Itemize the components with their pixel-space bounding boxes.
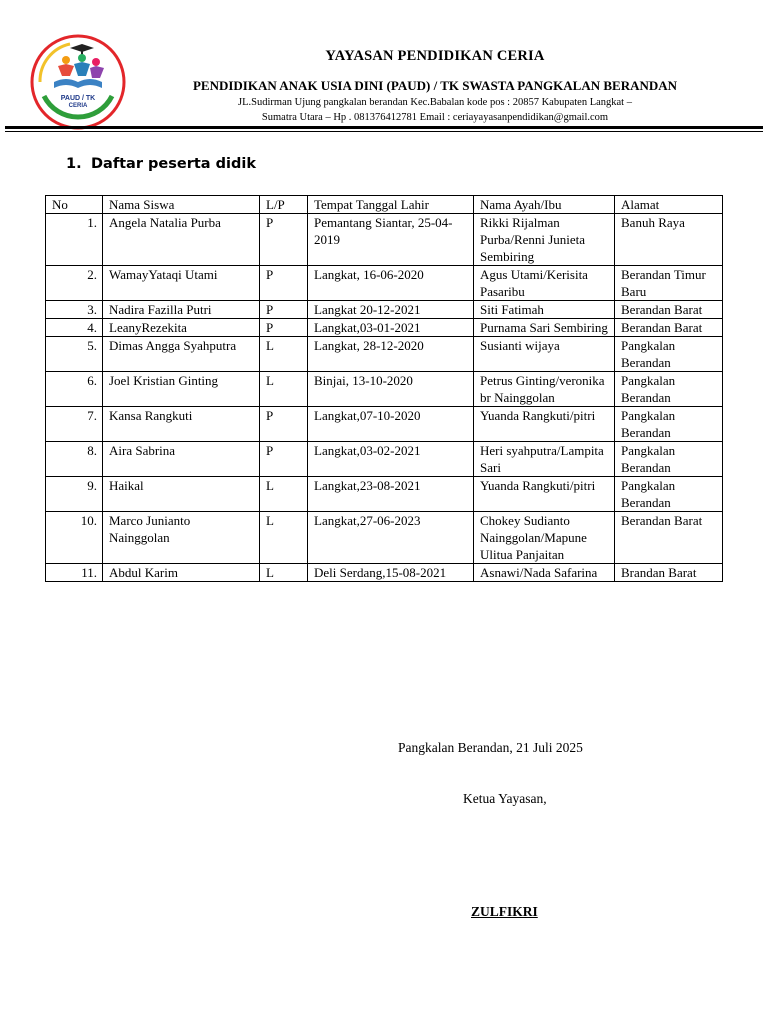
header-rule-thick — [5, 126, 763, 129]
table-row — [46, 442, 723, 477]
logo-text-2: CERIA — [68, 103, 88, 109]
cell-alamat: Pangkalan Berandan — [615, 477, 723, 512]
cell-no: 6. — [46, 372, 103, 407]
cell-lp: P — [260, 442, 308, 477]
cell-nama-siswa: Haikal — [103, 477, 260, 512]
cell-lp: P — [260, 301, 308, 319]
cell-orang-tua: Heri syahputra/Lampita Sari — [474, 442, 615, 477]
cell-orang-tua: Siti Fatimah — [474, 301, 615, 319]
cell-alamat: Berandan Barat — [615, 512, 723, 564]
cell-no: 1. — [46, 214, 103, 266]
cell-ttl: Langkat,27-06-2023 — [308, 512, 474, 564]
signer-name: ZULFIKRI — [471, 904, 538, 919]
table-row — [46, 407, 723, 442]
table-row — [46, 512, 723, 564]
cell-alamat: Brandan Barat — [615, 564, 723, 582]
section-number: 1. — [66, 156, 82, 172]
header-nama-siswa: Nama Siswa — [103, 196, 260, 214]
foundation-name: YAYASAN PENDIDIKAN CERIA — [325, 48, 545, 64]
cell-no: 3. — [46, 301, 103, 319]
address-line-1: JL.Sudirman Ujung pangkalan berandan Kec.Babalan kode pos : 20857 Kabupaten Langkat – — [238, 97, 632, 108]
header-ttl: Tempat Tanggal Lahir — [308, 196, 474, 214]
cell-orang-tua: Agus Utami/Kerisita Pasaribu — [474, 266, 615, 301]
section-title: Daftar peserta didik — [91, 156, 256, 172]
cell-no: 5. — [46, 337, 103, 372]
cell-alamat: Berandan Timur Baru — [615, 266, 723, 301]
student-table — [45, 195, 723, 582]
cell-lp: P — [260, 407, 308, 442]
cell-alamat: Banuh Raya — [615, 214, 723, 266]
cell-nama-siswa: Kansa Rangkuti — [103, 407, 260, 442]
cell-ttl: Langkat,03-02-2021 — [308, 442, 474, 477]
cell-nama-siswa: LeanyRezekita — [103, 319, 260, 337]
cell-orang-tua: Rikki Rijalman Purba/Renni Junieta Sembiring — [474, 214, 615, 266]
cell-nama-siswa: Aira Sabrina — [103, 442, 260, 477]
cell-ttl: Langkat 20-12-2021 — [308, 301, 474, 319]
cell-ttl: Langkat, 28-12-2020 — [308, 337, 474, 372]
place-date: Pangkalan Berandan, 21 Juli 2025 — [398, 740, 583, 755]
logo-text-1: PAUD / TK — [60, 95, 96, 102]
address-line-2: Sumatra Utara – Hp . 081376412781 Email : ceriayayasanpendidikan@gmail.com — [261, 112, 609, 123]
cell-lp: L — [260, 372, 308, 407]
cell-lp: L — [260, 564, 308, 582]
school-address — [130, 95, 740, 125]
header-no: No — [46, 196, 103, 214]
table-row — [46, 477, 723, 512]
cell-no: 8. — [46, 442, 103, 477]
cell-alamat: Pangkalan Berandan — [615, 337, 723, 372]
header-orang-tua: Nama Ayah/Ibu — [474, 196, 615, 214]
header-alamat: Alamat — [615, 196, 723, 214]
cell-nama-siswa: Nadira Fazilla Putri — [103, 301, 260, 319]
cell-ttl: Deli Serdang,15-08-2021 — [308, 564, 474, 582]
cell-orang-tua: Petrus Ginting/veronika br Nainggolan — [474, 372, 615, 407]
cell-lp: P — [260, 214, 308, 266]
signer-role: Ketua Yayasan, — [463, 791, 547, 806]
table-row — [46, 564, 723, 582]
cell-orang-tua: Asnawi/Nada Safarina — [474, 564, 615, 582]
cell-ttl: Pemantang Siantar, 25-04-2019 — [308, 214, 474, 266]
table-row — [46, 337, 723, 372]
cell-lp: L — [260, 477, 308, 512]
cell-no: 10. — [46, 512, 103, 564]
cell-ttl: Langkat,03-01-2021 — [308, 319, 474, 337]
cell-alamat: Pangkalan Berandan — [615, 372, 723, 407]
header-rule-thin — [5, 131, 763, 132]
cell-alamat: Pangkalan Berandan — [615, 442, 723, 477]
school-logo — [30, 34, 126, 130]
cell-nama-siswa: WamayYataqi Utami — [103, 266, 260, 301]
cell-nama-siswa: Angela Natalia Purba — [103, 214, 260, 266]
cell-no: 4. — [46, 319, 103, 337]
cell-no: 11. — [46, 564, 103, 582]
cell-no: 2. — [46, 266, 103, 301]
table-header-row — [46, 196, 723, 214]
cell-nama-siswa: Dimas Angga Syahputra — [103, 337, 260, 372]
cell-no: 7. — [46, 407, 103, 442]
table-row — [46, 266, 723, 301]
cell-alamat: Pangkalan Berandan — [615, 407, 723, 442]
cell-nama-siswa: Abdul Karim — [103, 564, 260, 582]
cell-orang-tua: Purnama Sari Sembiring — [474, 319, 615, 337]
cell-lp: P — [260, 319, 308, 337]
cell-orang-tua: Yuanda Rangkuti/pitri — [474, 477, 615, 512]
cell-ttl: Langkat, 16-06-2020 — [308, 266, 474, 301]
cell-nama-siswa: Joel Kristian Ginting — [103, 372, 260, 407]
table-row — [46, 319, 723, 337]
cell-ttl: Binjai, 13-10-2020 — [308, 372, 474, 407]
school-name: PENDIDIKAN ANAK USIA DINI (PAUD) / TK SWASTA PANGKALAN BERANDAN — [192, 78, 678, 93]
section-heading — [66, 156, 256, 172]
cell-lp: L — [260, 512, 308, 564]
cell-orang-tua: Yuanda Rangkuti/pitri — [474, 407, 615, 442]
header-lp: L/P — [260, 196, 308, 214]
table-row — [46, 372, 723, 407]
cell-ttl: Langkat,07-10-2020 — [308, 407, 474, 442]
table-row — [46, 214, 723, 266]
cell-alamat: Berandan Barat — [615, 301, 723, 319]
cell-ttl: Langkat,23-08-2021 — [308, 477, 474, 512]
table-row — [46, 301, 723, 319]
cell-orang-tua: Chokey Sudianto Nainggolan/Mapune Ulitua Panjaitan — [474, 512, 615, 564]
cell-no: 9. — [46, 477, 103, 512]
cell-alamat: Berandan Barat — [615, 319, 723, 337]
cell-orang-tua: Susianti wijaya — [474, 337, 615, 372]
cell-nama-siswa: Marco Junianto Nainggolan — [103, 512, 260, 564]
cell-lp: L — [260, 337, 308, 372]
cell-lp: P — [260, 266, 308, 301]
